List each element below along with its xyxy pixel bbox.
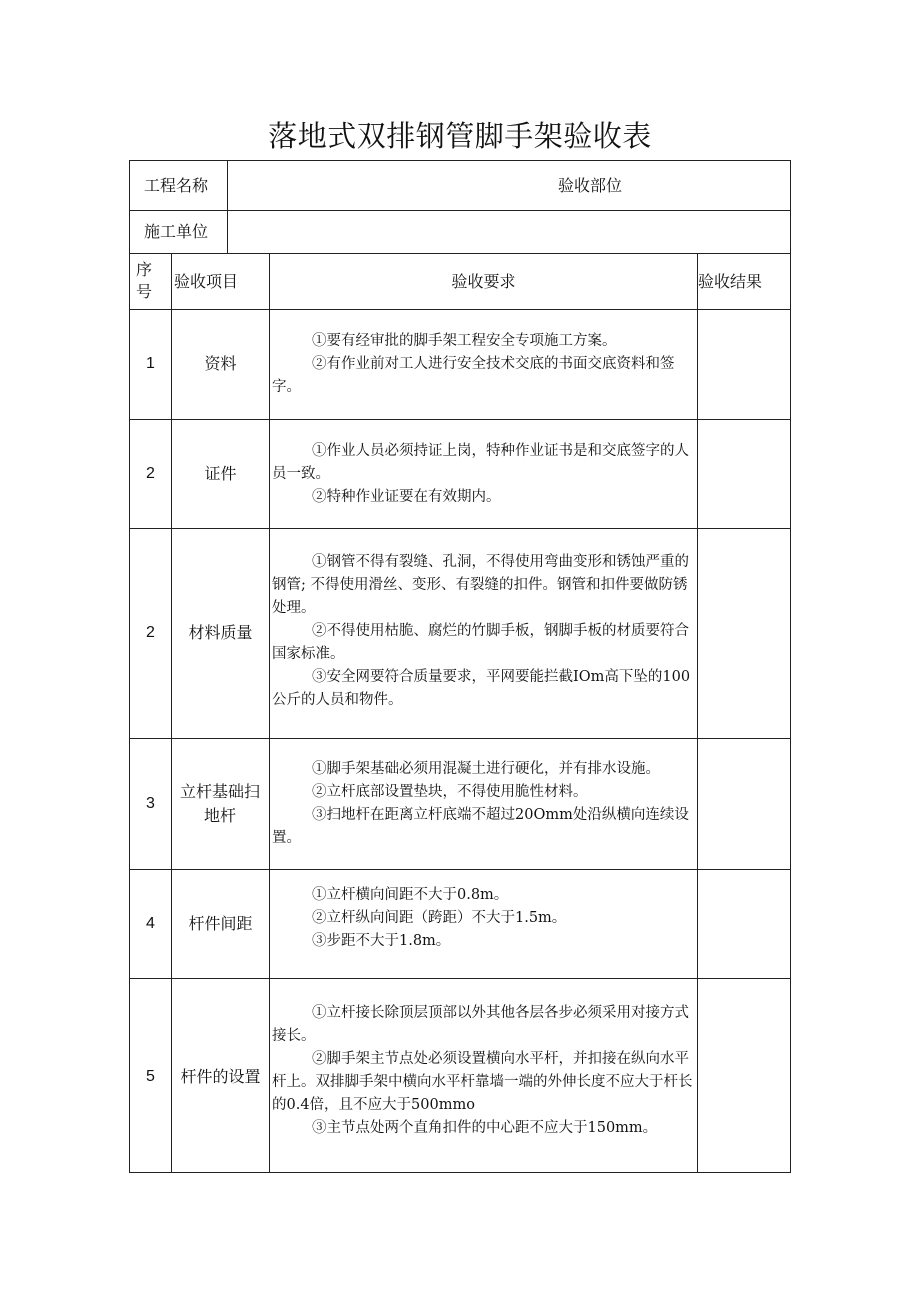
requirement-line: ③安全网要符合质量要求，平网要能拦截IOm高下坠的100公斤的人员和物件。 bbox=[272, 669, 691, 708]
col-header-seq: 序号 bbox=[135, 260, 152, 301]
col-header-item: 验收项目 bbox=[174, 272, 239, 291]
requirement-line: ①要有经审批的脚手架工程安全专项施工方案。 bbox=[312, 333, 617, 349]
row-divider bbox=[129, 419, 791, 420]
row-number: 2 bbox=[146, 465, 155, 482]
requirement-line: ①钢管不得有裂缝、孔洞，不得使用弯曲变形和锈蚀严重的钢管; 不得使用滑丝、变形、有裂缝的扣件。钢管和扣件要做防锈处理。 bbox=[272, 554, 689, 616]
col-divider bbox=[227, 160, 228, 253]
project-name-label: 工程名称 bbox=[144, 176, 209, 195]
row-item: 立杆基础扫地杆 bbox=[179, 782, 260, 825]
row-divider bbox=[129, 210, 791, 211]
row-requirements bbox=[272, 551, 698, 712]
col-divider bbox=[171, 253, 172, 1173]
requirement-line: ②立杆底部设置垫块，不得使用脆性材料。 bbox=[312, 784, 588, 800]
requirement-line: ①立杆接长除顶层顶部以外其他各层各步必须采用对接方式接长。 bbox=[272, 1005, 689, 1044]
row-requirements bbox=[272, 440, 698, 509]
row-number: 1 bbox=[146, 355, 155, 372]
acceptance-part-label: 验收部位 bbox=[558, 176, 623, 195]
row-divider bbox=[129, 869, 791, 870]
construction-unit-label: 施工单位 bbox=[144, 222, 209, 241]
requirement-line: ①立杆横向间距不大于0.8m。 bbox=[312, 887, 509, 903]
row-divider bbox=[129, 738, 791, 739]
row-item: 证件 bbox=[204, 464, 237, 483]
row-item: 材料质量 bbox=[188, 623, 253, 642]
row-requirements bbox=[272, 330, 698, 399]
row-item: 杆件的设置 bbox=[180, 1067, 261, 1086]
col-header-requirement: 验收要求 bbox=[451, 272, 516, 291]
requirement-line: ①作业人员必须持证上岗，特种作业证书是和交底签字的人员一致。 bbox=[272, 443, 689, 482]
row-number: 4 bbox=[146, 915, 155, 932]
row-item: 杆件间距 bbox=[188, 914, 253, 933]
requirement-line: ③主节点处两个直角扣件的中心距不应大于150mm。 bbox=[312, 1120, 658, 1136]
row-number: 5 bbox=[146, 1068, 155, 1085]
row-number: 2 bbox=[146, 624, 155, 641]
row-requirements bbox=[272, 1002, 698, 1140]
requirement-line: ②脚手架主节点处必须设置横向水平杆，并扣接在纵向水平杆上。双排脚手架中横向水平杆靠墙一端的外伸长度不应大于杆长的0.4倍，且不应大于500mmo bbox=[272, 1051, 693, 1113]
requirement-line: ③扫地杆在距离立杆底端不超过20Omm处沿纵横向连续设置。 bbox=[272, 807, 689, 846]
col-divider bbox=[269, 253, 270, 1173]
row-divider bbox=[129, 309, 791, 310]
row-divider bbox=[129, 528, 791, 529]
page-title: 落地式双排钢管脚手架验收表 bbox=[268, 119, 652, 153]
row-requirements bbox=[272, 758, 698, 850]
requirement-line: ②立杆纵向间距（跨距）不大于1.5m。 bbox=[312, 910, 567, 926]
requirement-line: ②有作业前对工人进行安全技术交底的书面交底资料和签字。 bbox=[272, 356, 675, 395]
requirement-line: ①脚手架基础必须用混凝土进行硬化，并有排水设施。 bbox=[312, 761, 660, 777]
row-divider bbox=[129, 978, 791, 979]
requirement-line: ②特种作业证要在有效期内。 bbox=[312, 489, 501, 505]
row-requirements bbox=[272, 884, 698, 953]
row-number: 3 bbox=[146, 795, 155, 812]
col-header-result: 验收结果 bbox=[698, 272, 763, 291]
row-divider bbox=[129, 253, 791, 254]
row-item: 资料 bbox=[204, 354, 237, 373]
requirement-line: ③步距不大于1.8m。 bbox=[312, 933, 451, 949]
requirement-line: ②不得使用枯脆、腐烂的竹脚手板，钢脚手板的材质要符合国家标准。 bbox=[272, 623, 689, 662]
